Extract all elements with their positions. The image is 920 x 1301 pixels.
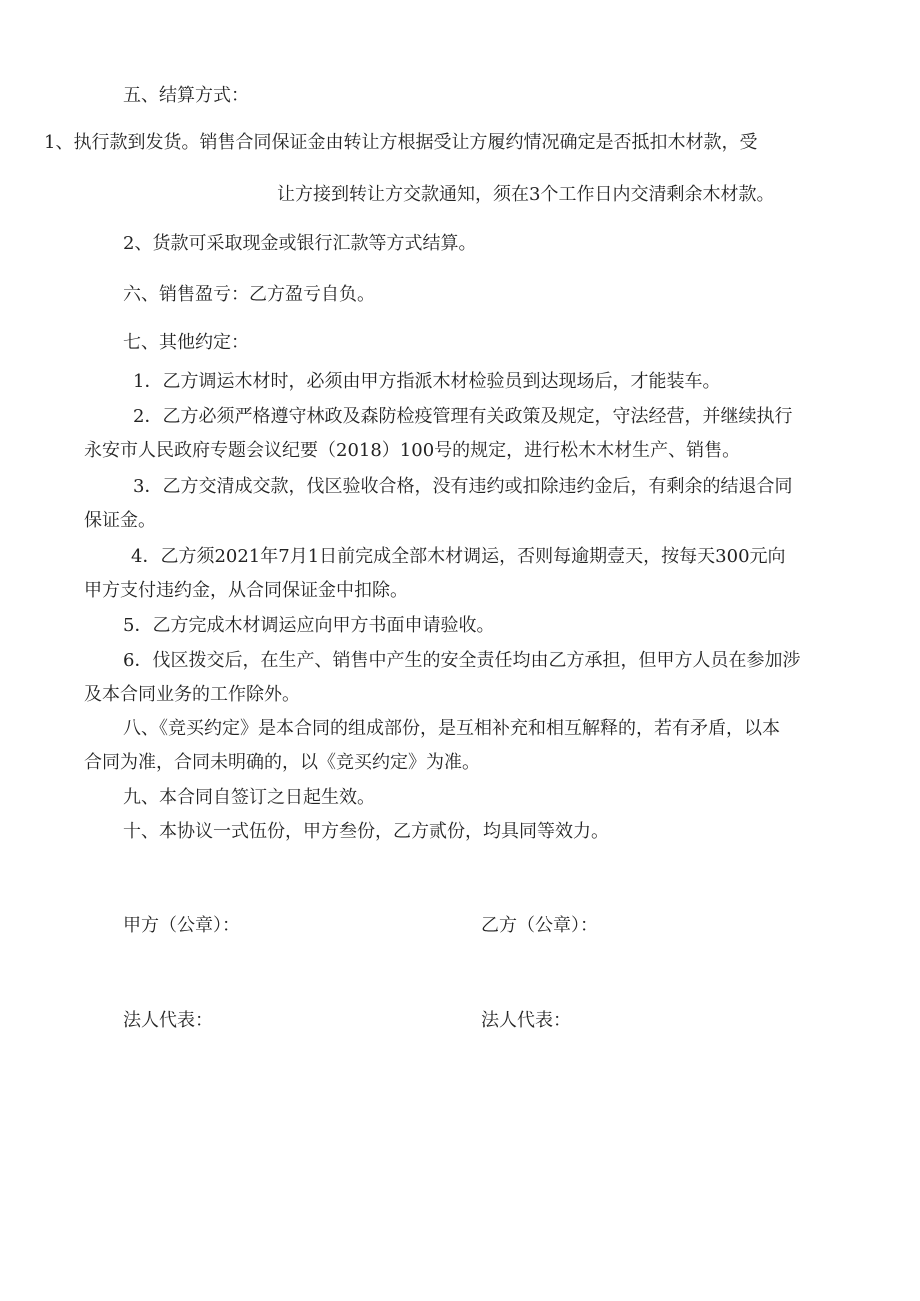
party-b-representative-label: 法人代表：	[481, 1010, 571, 1031]
party-a-representative-label: 法人代表：	[123, 1010, 213, 1031]
section-7-item-3-line-2: 保证金。	[84, 510, 156, 531]
section-5-item-2: 2、货款可采取现金或银行汇款等方式结算。	[123, 233, 477, 254]
section-7-item-6-line-1: 6．伐区拨交后，在生产、销售中产生的安全责任均由乙方承担，但甲方人员在参加涉	[123, 650, 801, 671]
section-10-text: 十、本协议一式伍份，甲方叁份，乙方贰份，均具同等效力。	[123, 821, 609, 842]
section-7-item-6-line-2: 及本合同业务的工作除外。	[84, 684, 300, 705]
section-5-item-1-line-2: 让方接到转让方交款通知，须在3个工作日内交清剩余木材款。	[277, 184, 775, 205]
section-7-item-3-line-1: 3．乙方交清成交款，伐区验收合格，没有违约或扣除违约金后，有剩余的结退合同	[133, 476, 793, 497]
section-7-item-1: 1．乙方调运木材时，必须由甲方指派木材检验员到达现场后，才能装车。	[133, 371, 721, 392]
section-6-text: 六、销售盈亏：乙方盈亏自负。	[123, 284, 375, 305]
section-7-item-2-line-2: 永安市人民政府专题会议纪要（2018）100号的规定，进行松木木材生产、销售。	[84, 440, 741, 461]
section-9-text: 九、本合同自签订之日起生效。	[123, 787, 375, 808]
party-b-seal-label: 乙方（公章）：	[481, 915, 598, 936]
section-7-item-4-line-2: 甲方支付违约金，从合同保证金中扣除。	[84, 580, 408, 601]
section-7-item-5: 5．乙方完成木材调运应向甲方书面申请验收。	[123, 615, 495, 636]
section-7-item-4-line-1: 4．乙方须2021年7月1日前完成全部木材调运，否则每逾期壹天，按每天300元向	[131, 546, 786, 567]
section-7-heading: 七、其他约定：	[123, 332, 249, 353]
party-a-seal-label: 甲方（公章）：	[123, 915, 240, 936]
section-8-line-1: 八、《竞买约定》是本合同的组成部份，是互相补充和相互解释的，若有矛盾，以本	[123, 718, 780, 739]
section-5-heading: 五、结算方式：	[123, 85, 249, 106]
section-8-line-2: 合同为准，合同未明确的，以《竞买约定》为准。	[84, 752, 480, 773]
section-5-item-1-line-1: 1、执行款到发货。销售合同保证金由转让方根据受让方履约情况确定是否抵扣木材款，受	[44, 132, 758, 153]
section-7-item-2-line-1: 2．乙方必须严格遵守林政及森防检疫管理有关政策及规定，守法经营，并继续执行	[133, 406, 793, 427]
